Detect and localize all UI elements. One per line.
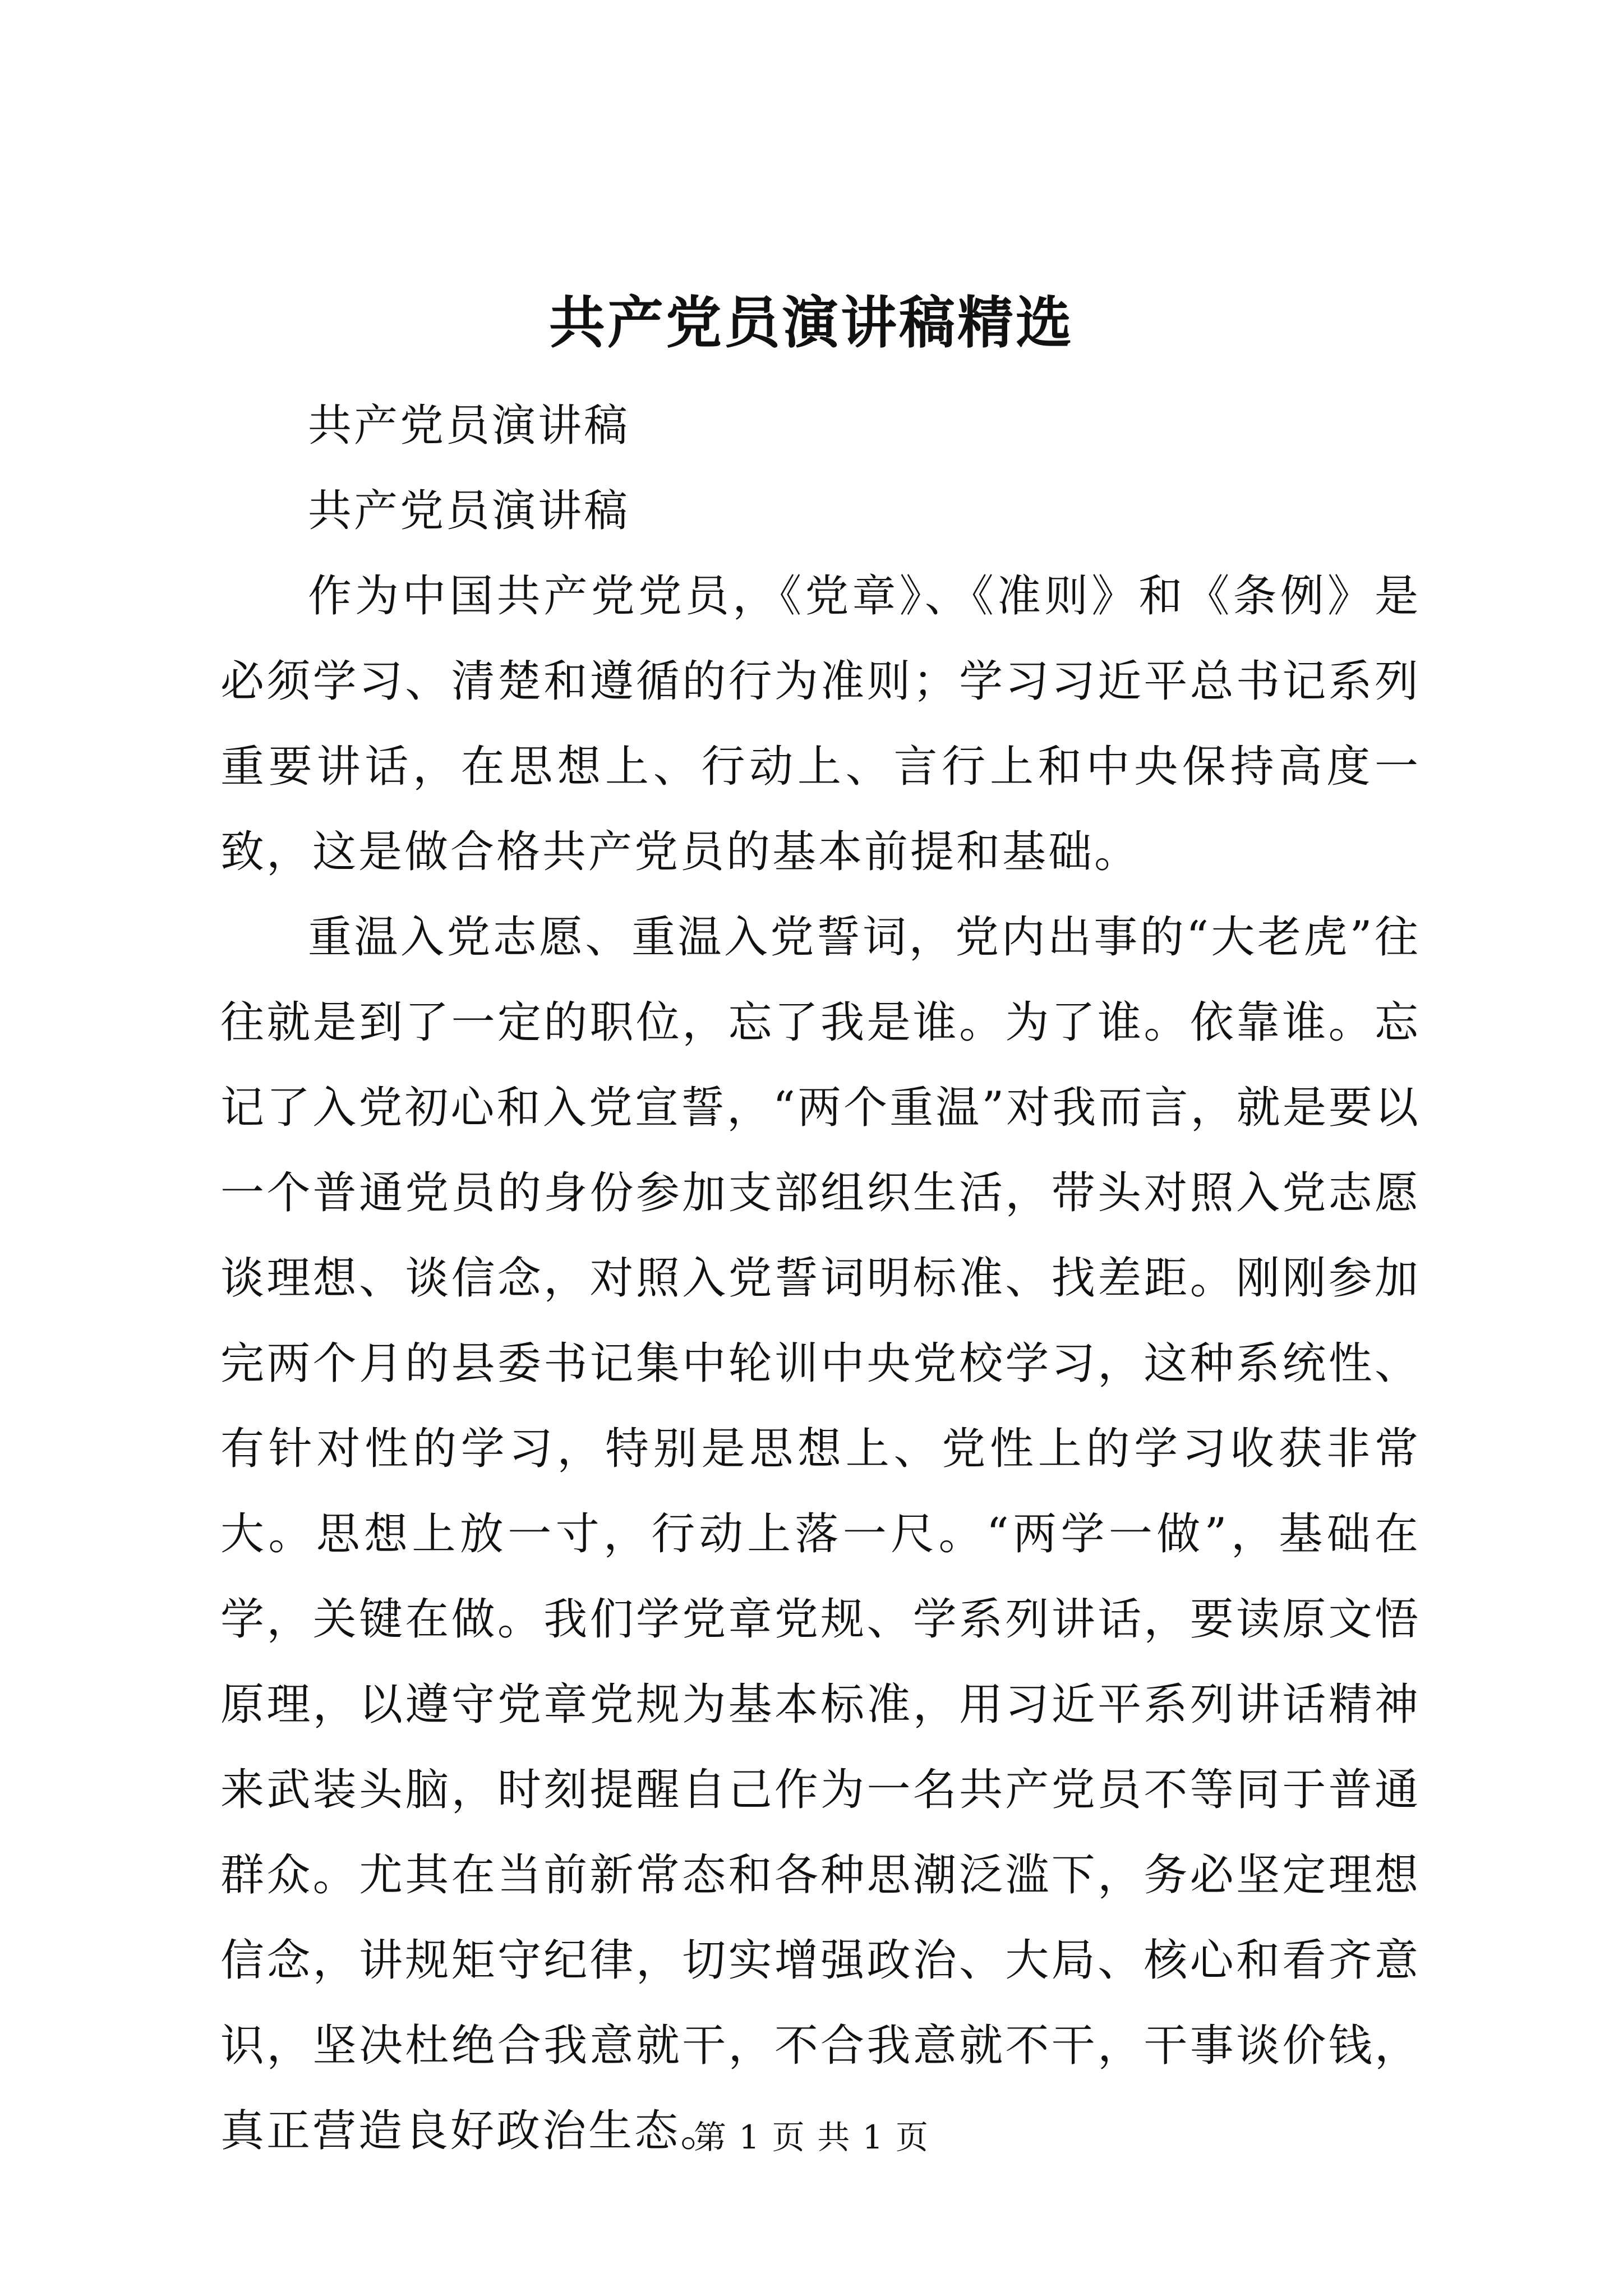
document-title: 共产党员演讲稿精选 [549,289,1074,356]
paragraph-2: 重温入党志愿、重温入党誓词，党内出事的“大老虎”往往就是到了一定的职位，忘了我是谁。为了谁。依靠谁。忘记了入党初心和入党宣誓，“两个重温”对我而言，就是要以一个普通党员的身份参加支部组织生活，带头对照入党志愿谈理想、谈信念，对照入党誓词明标准、找差距。刚刚参加完两个月的县委书记集中轮训中央党校学习，这种系统性、有针对性的学习，特别是思想上、党性上的学习收获非常大。思想上放一寸，行动上落一尺。“两学一做”，基础在学，关键在做。我们学党章党规、学系列讲话，要读原文悟原理，以遵守党章党规为基本标准，用习近平系列讲话精神来武装头脑，时刻提醒自己作为一名共产党员不等同于普通群众。尤其在当前新常态和各种思潮泛滥下，务必坚定理想信念，讲规矩守纪律，切实增强政治、大局、核心和看齐意识，坚决杜绝合我意就干，不合我意就不干，干事谈价钱，真正营造良好政治生态。 [220,912,1421,2156]
paragraph-1: 作为中国共产党党员，《党章》、《准则》和《条例》是必须学习、清楚和遵循的行为准则；学习习近平总书记系列重要讲话，在思想上、行动上、言行上和中央保持高度一致，这是做合格共产党员的基本前提和基础。 [220,571,1421,877]
page-number-footer: 第 1 页 共 1 页 [694,2118,929,2156]
paragraph-subtitle-2: 共产党员演讲稿 [308,486,630,536]
paragraph-subtitle-1: 共产党员演讲稿 [308,401,630,451]
document-body [220,383,1421,2174]
